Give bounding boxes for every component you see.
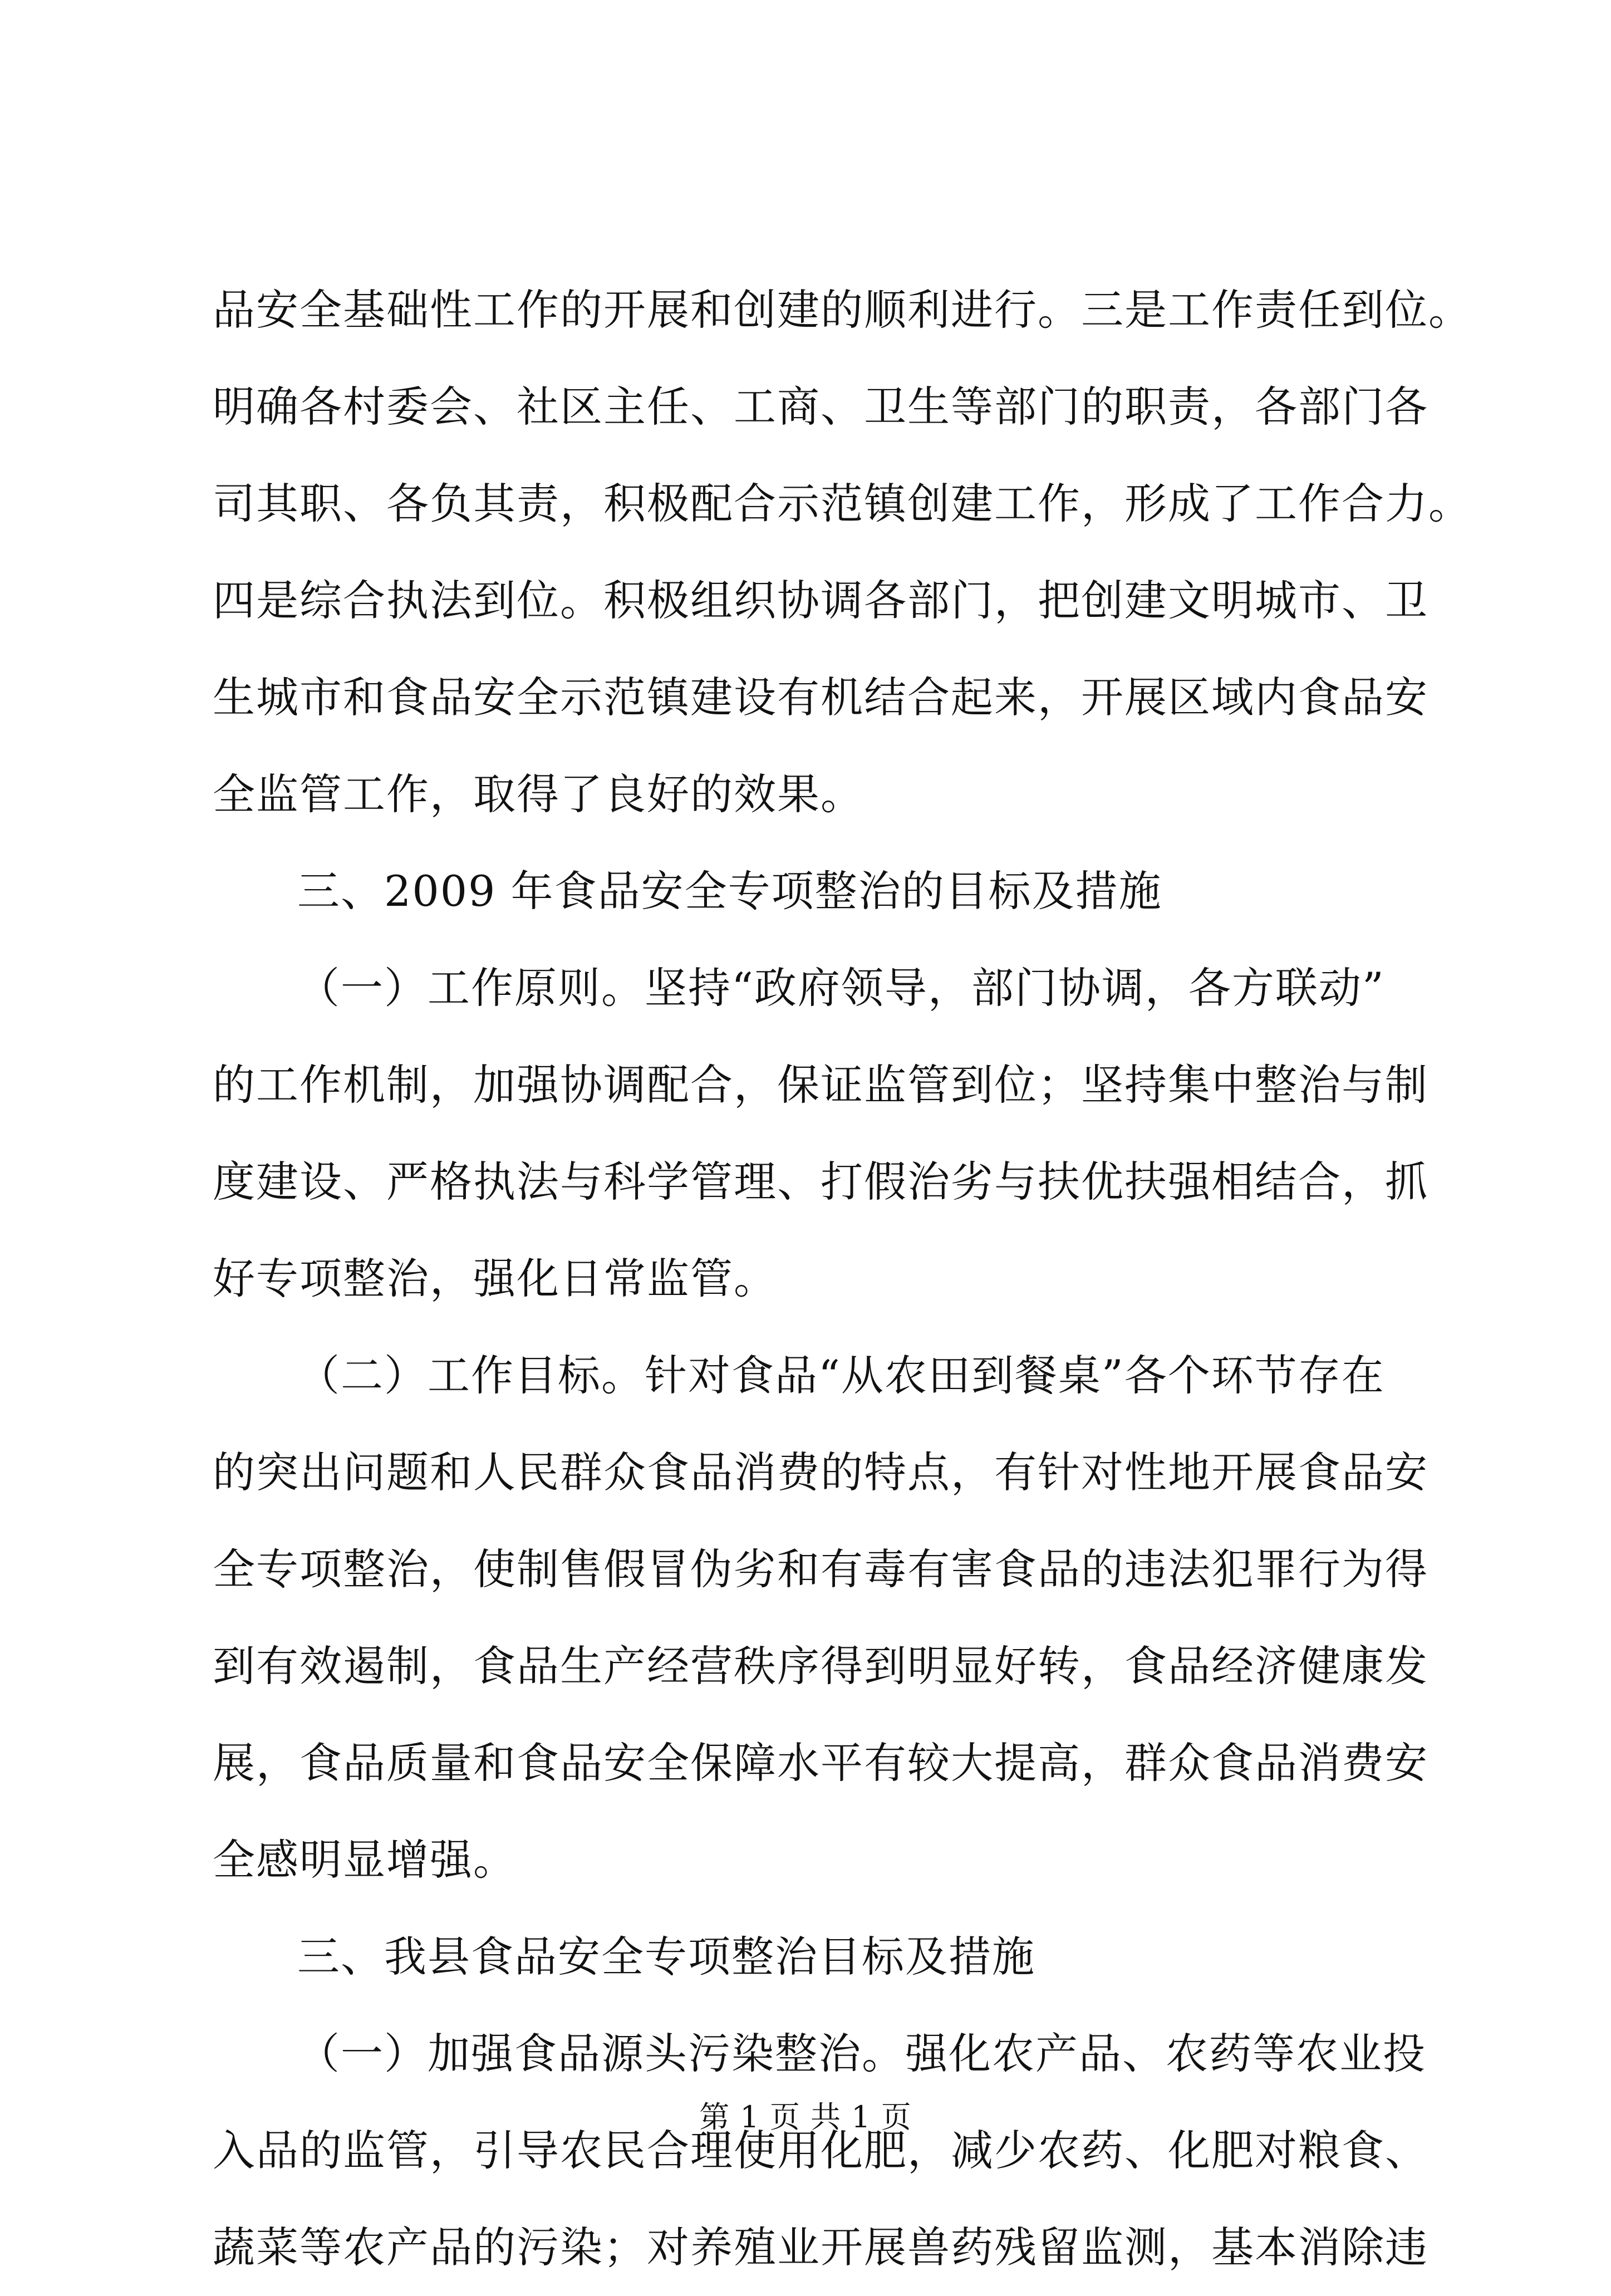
text-line: 全专项整治，使制售假冒伪劣和有毒有害食品的违法犯罪行为得 (213, 1544, 1428, 1594)
text-line: 生城市和食品安全示范镇建设有机结合起来，开展区域内食品安 (213, 673, 1428, 722)
text-line: 蔬菜等农产品的污染；对养殖业开展兽药残留监测，基本消除违 (213, 2223, 1428, 2272)
text-line: 入品的监管，引导农民合理使用化肥，减少农药、化肥对粮食、 (213, 2126, 1428, 2175)
text-line: 四是综合执法到位。积极组织协调各部门，把创建文明城市、卫 (213, 576, 1428, 625)
text-line: 度建设、严格执法与科学管理、打假治劣与扶优扶强相结合，抓 (213, 1157, 1428, 1206)
text-line: 全感明显增强。 (213, 1835, 517, 1885)
body-text (213, 262, 1471, 2296)
text-line: 明确各村委会、社区主任、工商、卫生等部门的职责，各部门各 (213, 382, 1428, 431)
text-line: 品安全基础性工作的开展和创建的顺利进行。三是工作责任到位。 (213, 285, 1472, 335)
text-line: 三、我县食品安全专项整治目标及措施 (297, 1932, 1035, 1981)
text-line: 展，食品质量和食品安全保障水平有较大提高，群众食品消费安 (213, 1738, 1428, 1788)
text-line: 的工作机制，加强协调配合，保证监管到位；坚持集中整治与制 (213, 1060, 1428, 1110)
text-line: 三、2009 年食品安全专项整治的目标及措施 (297, 866, 1162, 916)
text-line: 好专项整治，强化日常监管。 (213, 1254, 777, 1303)
text-line: 全监管工作，取得了良好的效果。 (213, 769, 864, 819)
text-line: （一）加强食品源头污染整治。强化农产品、农药等农业投 (297, 2029, 1426, 2078)
page-footer: 第 1 页 共 1 页 (699, 2099, 912, 2135)
text-line: 司其职、各负其责，积极配合示范镇创建工作，形成了工作合力。 (213, 479, 1472, 528)
text-line: （二）工作目标。针对食品“从农田到餐桌”各个环节存在 (297, 1351, 1385, 1400)
text-line: 到有效遏制，食品生产经营秩序得到明显好转，食品经济健康发 (213, 1641, 1428, 1691)
text-line: 的突出问题和人民群众食品消费的特点，有针对性地开展食品安 (213, 1448, 1428, 1497)
text-line: （一）工作原则。坚持“政府领导，部门协调，各方联动” (297, 963, 1385, 1013)
